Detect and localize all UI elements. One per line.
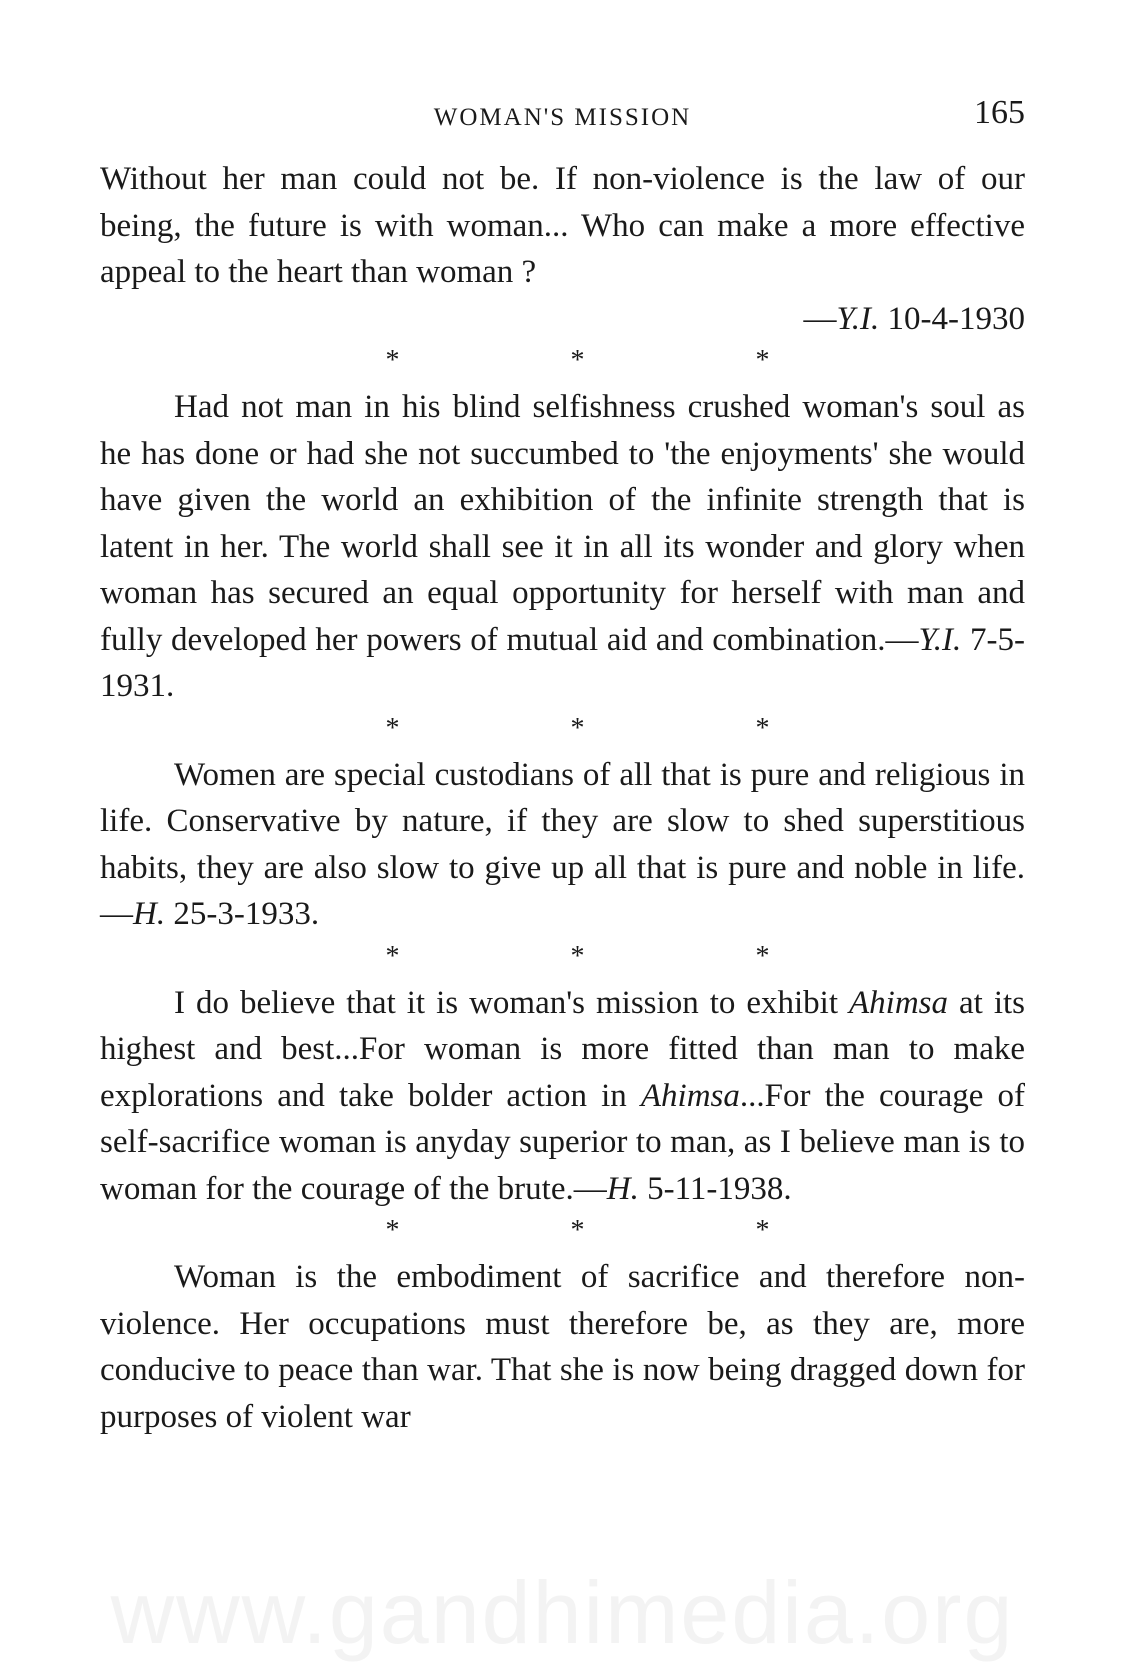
passage-4 [100, 980, 1025, 1213]
separator-star: * [755, 1215, 770, 1246]
passage-4-text-c: ...For the courage of self-sacrifice woman is anyday superior to man, as I believe man is to woman for the courage of the brute.— [100, 1077, 1025, 1207]
citation-source: Y.I. [918, 621, 962, 658]
passage-5 [100, 1254, 1025, 1440]
passage-1-citation: —Y.I. 10-4-1930 [803, 300, 1025, 337]
section-separator [100, 940, 1025, 974]
separator-star: * [385, 345, 400, 376]
passage-1 [100, 156, 1025, 296]
separator-star: * [755, 712, 770, 744]
citation-source: Y.I. [836, 300, 880, 337]
separator-star: * [755, 940, 770, 972]
passage-3-text: Women are special custodians of all that is pure and religious in life. Conservative by nature, if they are slow to shed superstitious habits, they are also slow to give up all that is pure and noble in life.— [100, 756, 1025, 932]
section-separator [100, 344, 1025, 378]
separator-star: * [570, 940, 585, 972]
italic-term: Ahimsa [849, 984, 949, 1021]
citation-date: 7-5-1931. [100, 621, 1025, 704]
separator-star: * [385, 1215, 400, 1246]
citation-date: 10-4-1930 [879, 300, 1025, 337]
separator-star: * [570, 1215, 585, 1246]
passage-4-text-a: I do believe that it is woman's mission to exhibit [174, 984, 850, 1021]
separator-star: * [570, 345, 585, 376]
passage-3 [100, 752, 1025, 938]
passage-1-text: Without her man could not be. If non-violence is the law of our being, the future is with woman... Who can make a more effective appeal to the heart than woman ? [100, 161, 1025, 290]
separator-star: * [570, 712, 585, 744]
section-separator [100, 1214, 1025, 1248]
separator-star: * [385, 712, 400, 744]
passage-2 [100, 384, 1025, 710]
passage-5-text: Woman is the embodiment of sacrifice and therefore non-violence. Her occupations must therefore be, as they are, more conducive to peace than war. That she is now being dragged down for purposes of violent war [100, 1259, 1025, 1435]
citation-date: 5-11-1938. [638, 1170, 792, 1207]
separator-star: * [385, 940, 400, 972]
running-head [100, 90, 1025, 138]
passage-4-text-b: at its highest and best...For woman is more fitted than man to make explorations and take bolder action in [100, 984, 1026, 1114]
running-head-title: WOMAN'S MISSION [433, 104, 692, 131]
separator-star: * [755, 345, 770, 376]
section-separator [100, 712, 1025, 746]
italic-term: Ahimsa [640, 1077, 740, 1114]
citation-source: H. [133, 896, 166, 932]
citation-date: 25-3-1933. [165, 896, 320, 932]
passage-2-text: Had not man in his blind selfishness crushed woman's soul as he has done or had she not succumbed to 'the enjoyments' she would have given the world an exhibition of the infinite strength that is latent in her. The world shall see it in all its wonder and glory when woman has secured an equal opportunity for herself with man and fully developed her powers of mutual aid and combination.— [100, 389, 1025, 658]
watermark: www.gandhimedia.org [110, 1563, 1015, 1662]
book-page [100, 90, 1025, 1440]
page-number: 165 [974, 94, 1025, 131]
citation-source: H. [606, 1170, 639, 1207]
